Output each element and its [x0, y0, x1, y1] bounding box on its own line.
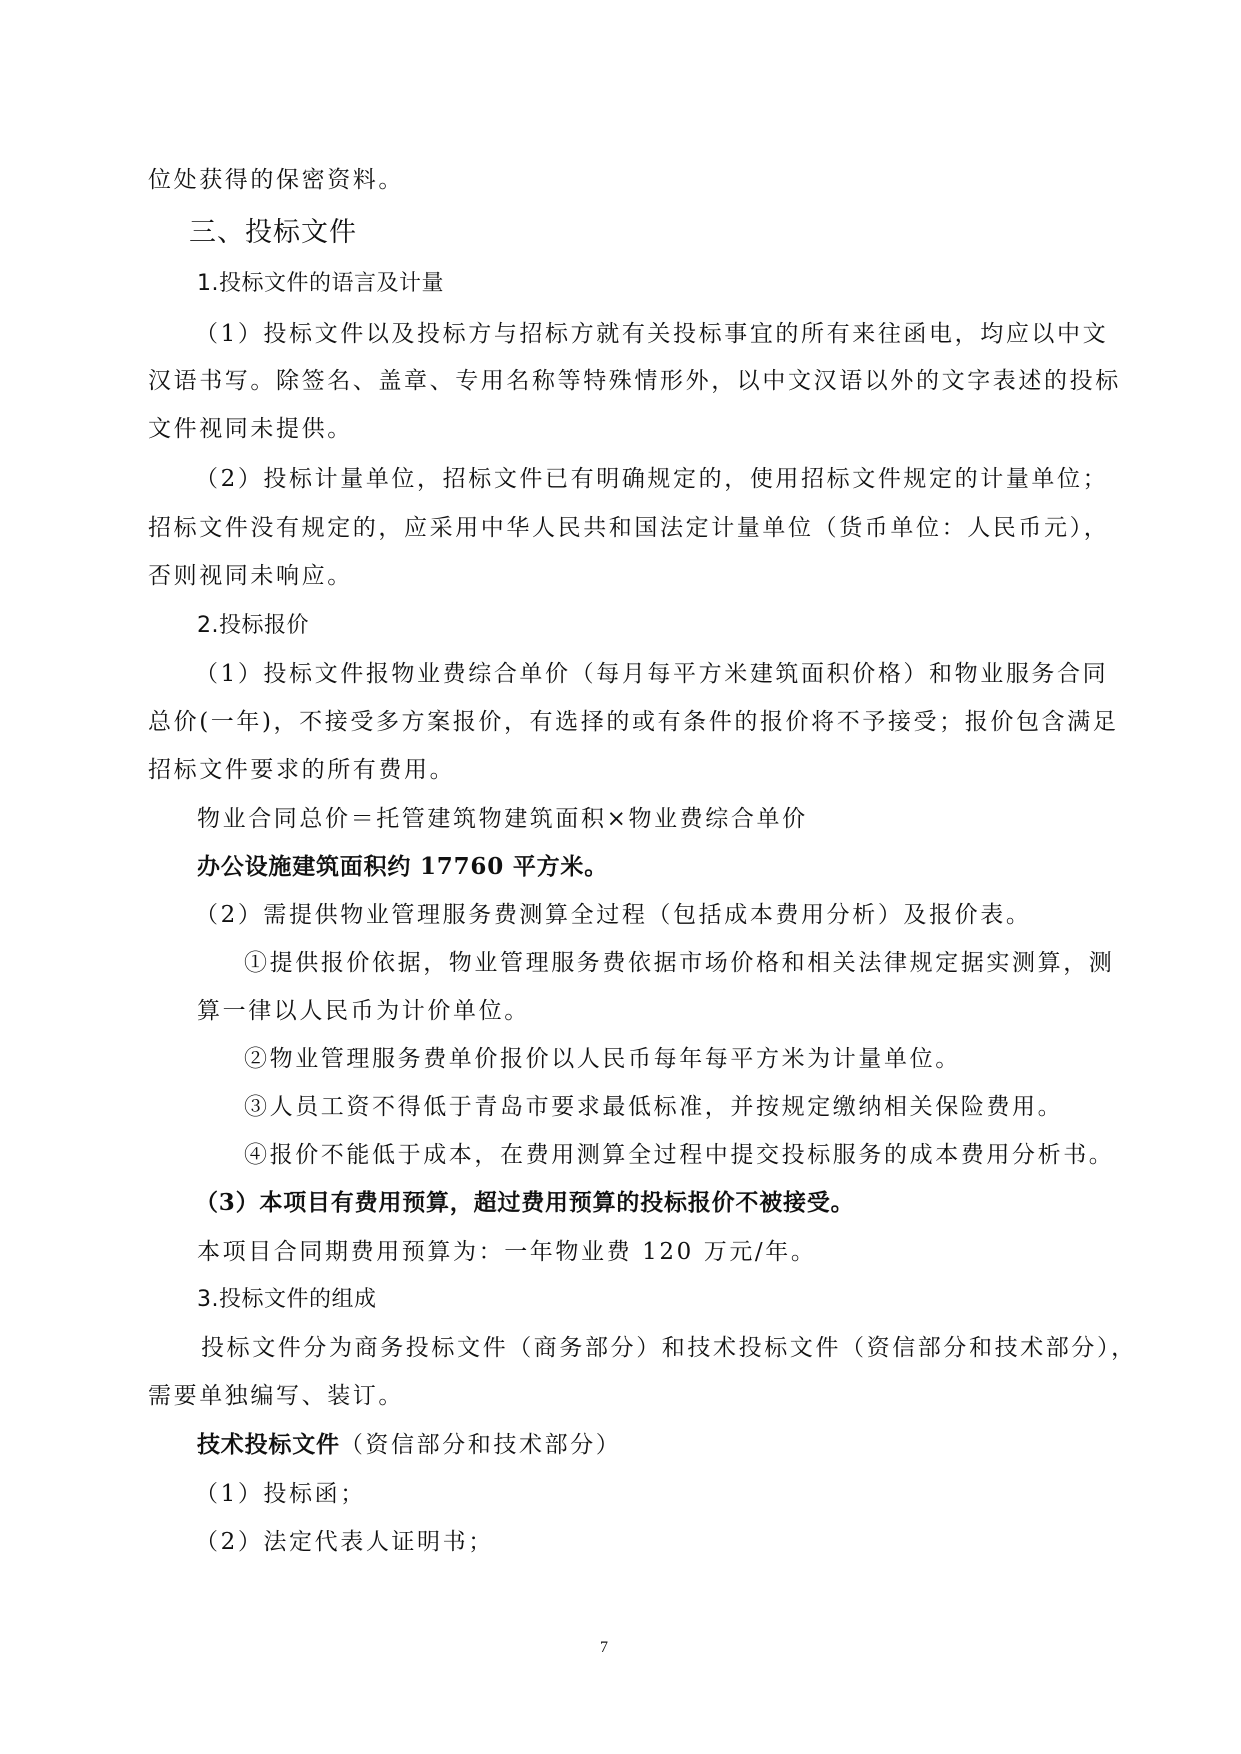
paragraph-line: 投标文件分为商务投标文件（商务部分）和技术投标文件（资信部分和技术部分），	[201, 1335, 1137, 1361]
list-item: ①提供报价依据，物业管理服务费依据市场价格和相关法律规定据实测算，测	[244, 950, 1115, 976]
formula-line: 物业合同总价＝托管建筑物建筑面积×物业费综合单价	[197, 806, 808, 832]
paragraph-line: 总价(一年)，不接受多方案报价，有选择的或有条件的报价将不予接受；报价包含满足	[148, 709, 1119, 735]
budget-notice: （3）本项目有费用预算，超过费用预算的投标报价不被接受。	[195, 1189, 855, 1216]
paragraph-line: 否则视同未响应。	[148, 563, 353, 589]
technical-bid-title: 技术投标文件	[197, 1431, 340, 1458]
page-number: 7	[600, 1639, 608, 1656]
paragraph-line: 招标文件没有规定的，应采用中华人民共和国法定计量单位（货币单位：人民币元），	[148, 515, 1110, 541]
paragraph-line: （2）需提供物业管理服务费测算全过程（包括成本费用分析）及报价表。	[195, 902, 1032, 928]
paragraph-line: 汉语书写。除签名、盖章、专用名称等特殊情形外，以中文汉语以外的文字表述的投标	[148, 368, 1121, 394]
paragraph-line: 需要单独编写、装订。	[148, 1383, 404, 1409]
list-item: ③人员工资不得低于青岛市要求最低标准，并按规定缴纳相关保险费用。	[244, 1094, 1064, 1120]
list-item: （2）法定代表人证明书；	[195, 1529, 494, 1555]
subsection-heading: 2.投标报价	[197, 613, 309, 638]
subsection-heading: 1.投标文件的语言及计量	[197, 271, 444, 296]
list-item: ②物业管理服务费单价报价以人民币每年每平方米为计量单位。	[244, 1046, 961, 1072]
paragraph-line: 招标文件要求的所有费用。	[148, 757, 456, 783]
subsection-heading: 3.投标文件的组成	[197, 1287, 377, 1312]
paragraph-line: （1）投标文件以及投标方与招标方就有关投标事宜的所有来往函电，均应以中文	[195, 321, 1109, 347]
paragraph-line: 位处获得的保密资料。	[148, 167, 404, 193]
paragraph-line: 文件视同未提供。	[148, 416, 353, 442]
paragraph-line: （2）投标计量单位，招标文件已有明确规定的，使用招标文件规定的计量单位；	[195, 466, 1109, 492]
list-item: ④报价不能低于成本，在费用测算全过程中提交投标服务的成本费用分析书。	[244, 1142, 1115, 1168]
technical-bid-line	[197, 1430, 621, 1460]
area-statement: 办公设施建筑面积约 17760 平方米。	[197, 853, 609, 880]
list-item: （1）投标函；	[195, 1481, 366, 1507]
budget-line: 本项目合同期费用预算为：一年物业费 120 万元/年。	[197, 1239, 817, 1265]
section-heading: 三、投标文件	[189, 217, 357, 248]
paragraph-line: （1）投标文件报物业费综合单价（每月每平方米建筑面积价格）和物业服务合同	[195, 661, 1109, 687]
technical-bid-note: （资信部分和技术部分）	[339, 1432, 622, 1458]
paragraph-line: 算一律以人民币为计价单位。	[197, 998, 530, 1024]
